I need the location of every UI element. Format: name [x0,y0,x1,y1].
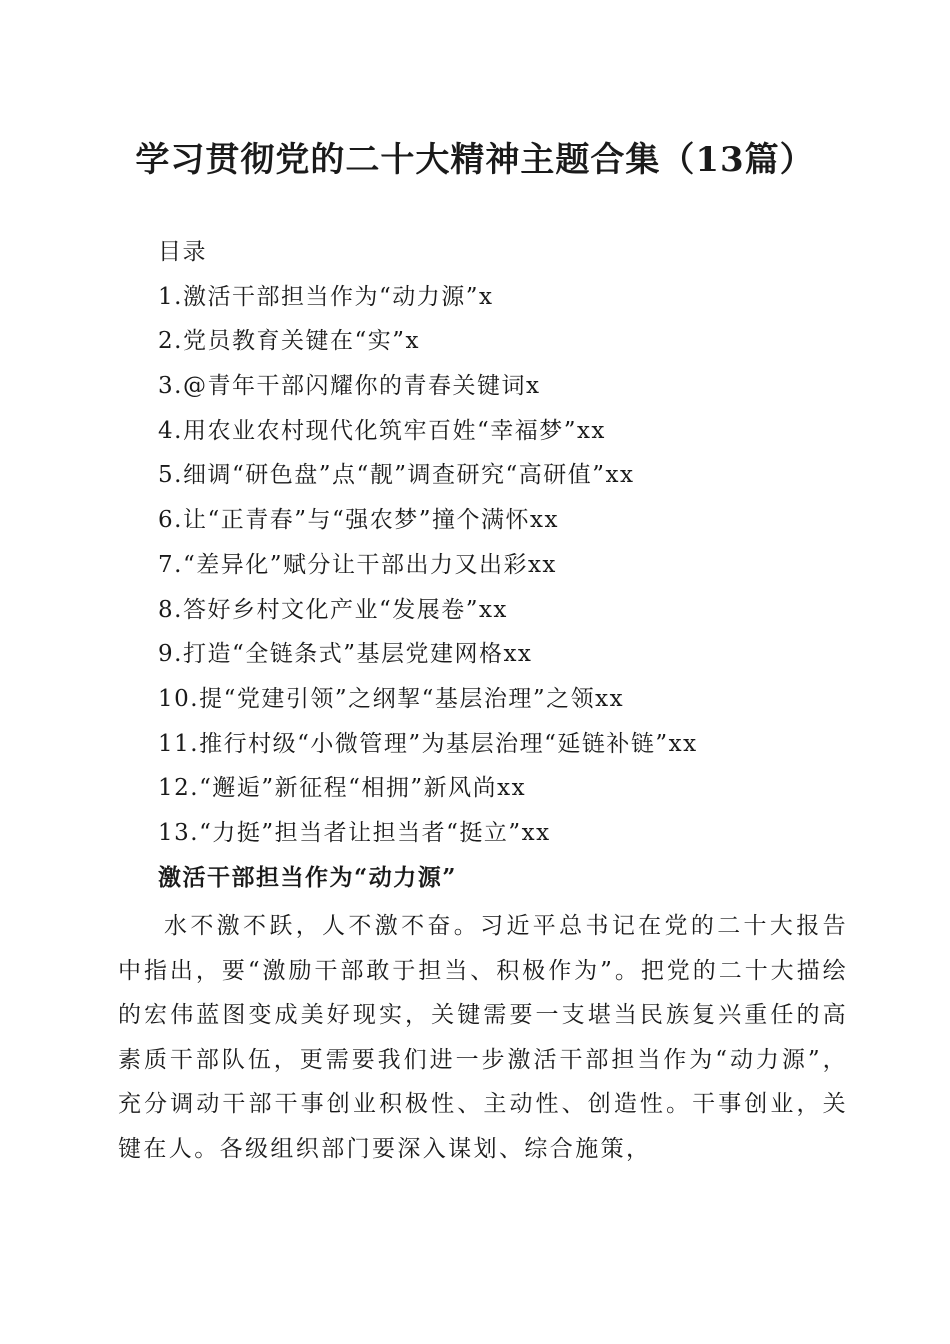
table-of-contents [158,234,878,860]
toc-item-4[interactable]: 4.用农业农村现代化筑牢百姓“幸福梦”xx [158,417,606,444]
toc-item-5[interactable]: 5.细调“研色盘”点“靓”调查研究“高研值”xx [158,462,635,489]
toc-item-2[interactable]: 2.党员教育关键在“实”x [158,328,420,355]
toc-item-12[interactable]: 12.“邂逅”新征程“相拥”新风尚xx [158,775,527,802]
body-paragraph: 水不激不跃，人不激不奋。习近平总书记在党的二十大报告中指出，要“激励干部敢于担当、积极作为”。把党的二十大描绘的宏伟蓝图变成美好现实，关键需要一支堪当民族复兴重任的高素质干部队伍，更需要我们进一步激活干部担当作为“动力源”，充分调动干部干事创业积极性、主动性、创造性。干事创业，关键在人。各级组织部门要深入谋划、综合施策， [118,913,848,1162]
toc-item-9[interactable]: 9.打造“全链条式”基层党建网格xx [158,641,533,668]
toc-item-13[interactable]: 13.“力挺”担当者让担当者“挺立”xx [158,819,551,846]
toc-item-1[interactable]: 1.激活干部担当作为“动力源”x [158,283,494,310]
toc-item-11[interactable]: 11.推行村级“小微管理”为基层治理“延链补链”xx [158,730,698,757]
toc-item-6[interactable]: 6.让“正青春”与“强农梦”撞个满怀xx [158,507,559,534]
toc-item-8[interactable]: 8.答好乡村文化产业“发展卷”xx [158,596,508,623]
toc-label: 目录 [158,239,207,265]
section-heading: 激活干部担当作为“动力源” [158,864,457,891]
document-title: 学习贯彻党的二十大精神主题合集（13篇） [135,140,815,180]
toc-item-3[interactable]: 3.@青年干部闪耀你的青春关键词x [158,373,541,400]
toc-item-10[interactable]: 10.提“党建引领”之纲挈“基层治理”之领xx [158,685,625,712]
toc-item-7[interactable]: 7.“差异化”赋分让干部出力又出彩xx [158,551,557,578]
